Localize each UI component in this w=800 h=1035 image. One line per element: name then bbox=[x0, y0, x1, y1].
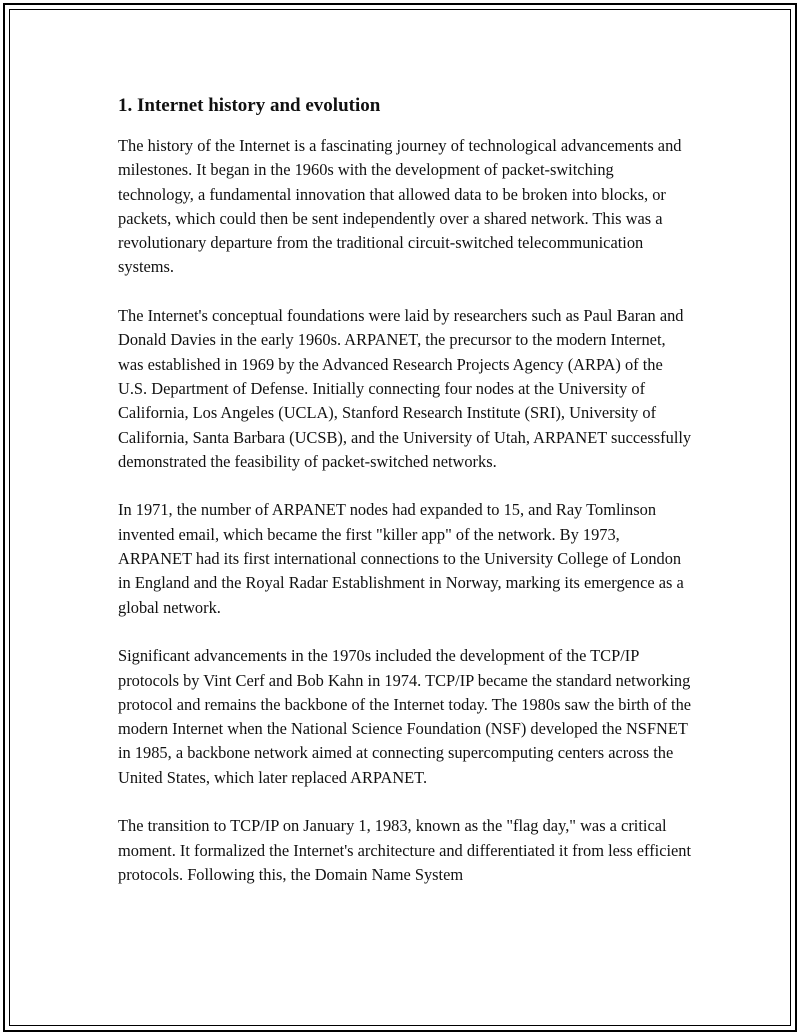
document-body bbox=[118, 94, 693, 887]
paragraph-arpanet: The Internet's conceptual foundations were laid by researchers such as Paul Baran and Donald Davies in the early 1960s. ARPANET, the precursor to the modern Internet, was established in 1969 by the Advanced Research Projects Agency (ARPA) of the U.S. Department of Defense. Initially connecting four nodes at the University of California, Los Angeles (UCLA), Stanford Research Institute (SRI), University of California, Santa Barbara (UCSB), and the University of Utah, ARPANET successfully demonstrated the feasibility of packet-switched networks. bbox=[118, 306, 692, 471]
paragraph-email: In 1971, the number of ARPANET nodes had expanded to 15, and Ray Tomlinson invented email, which became the first "killer app" of the network. By 1973, ARPANET had its first international connections to the University College of London in England and the Royal Radar Establishment in Norway, marking its emergence as a global network. bbox=[118, 500, 684, 617]
section-heading: 1. Internet history and evolution bbox=[118, 95, 381, 116]
paragraph-tcp-ip: Significant advancements in the 1970s included the development of the TCP/IP protocols by Vint Cerf and Bob Kahn in 1974. TCP/IP became the standard networking protocol and remains the backbone of the Internet today. The 1980s saw the birth of the modern Internet when the National Science Foundation (NSF) developed the NSFNET in 1985, a backbone network aimed at connecting supercomputing centers across the United States, which later replaced ARPANET. bbox=[118, 646, 692, 787]
paragraph-flag-day: The transition to TCP/IP on January 1, 1983, known as the "flag day," was a critical moment. It formalized the Internet's architecture and differentiated it from less efficient protocols. Following this, the Domain Name System bbox=[118, 816, 692, 884]
paragraph-packet-switching: The history of the Internet is a fascinating journey of technological advancements and milestones. It began in the 1960s with the development of packet-switching technology, a fundamental innovation that allowed data to be broken into blocks, or packets, which could then be sent independently over a shared network. This was a revolutionary departure from the traditional circuit-switched telecommunication systems. bbox=[118, 136, 682, 277]
